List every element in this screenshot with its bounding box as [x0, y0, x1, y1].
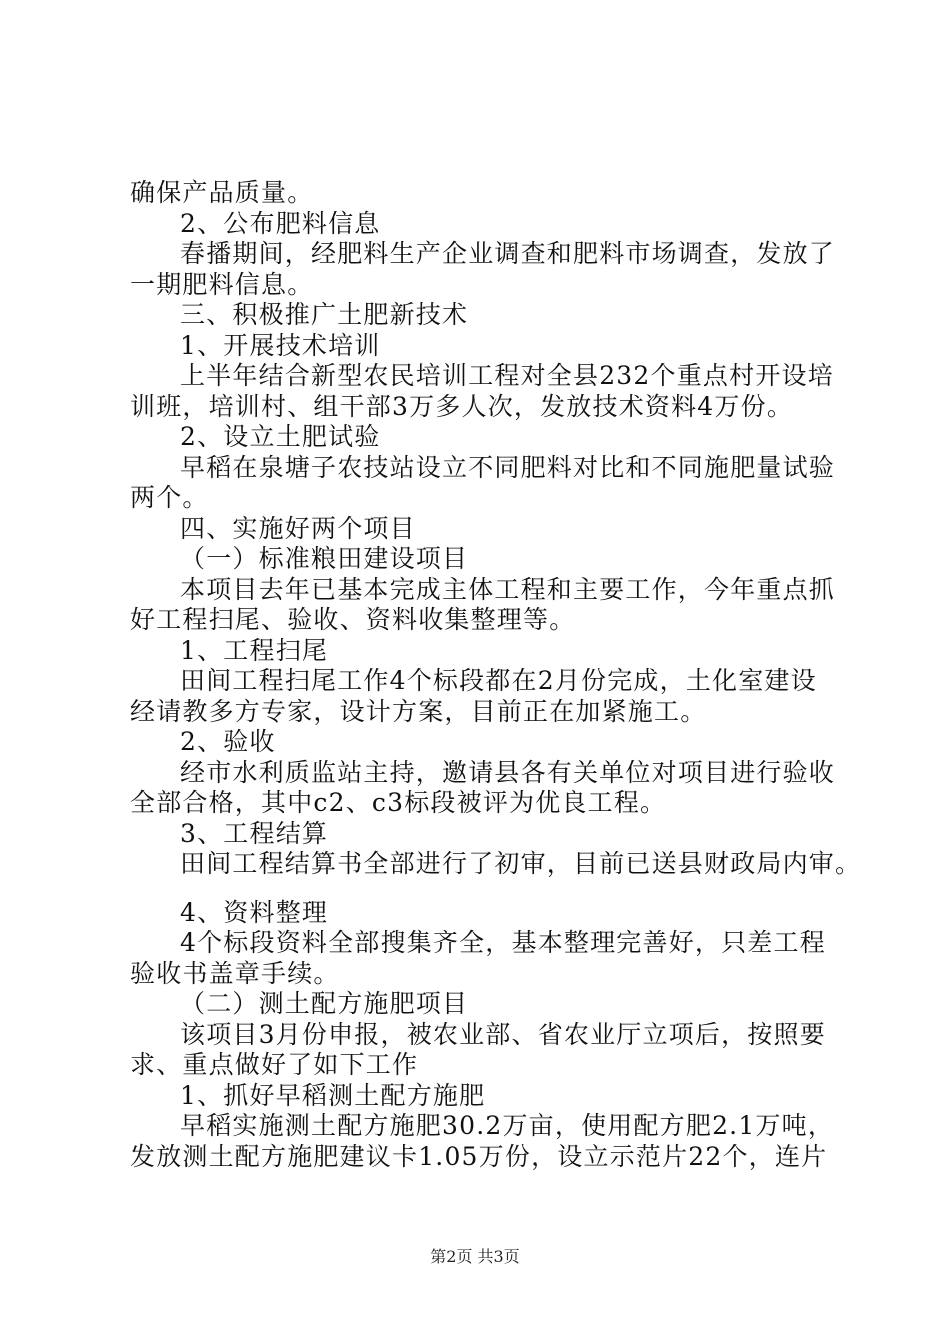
- paragraph-line: 春播期间，经肥料生产企业调查和肥料市场调查，发放了: [180, 239, 836, 268]
- paragraph-line: 验收书盖章手续。: [130, 958, 340, 988]
- paragraph-line: 经市水利质监站主持，邀请县各有关单位对项目进行验收: [180, 757, 836, 787]
- subsection-heading: （一）标准粮田建设项目: [180, 544, 469, 573]
- paragraph-line: 好工程扫尾、验收、资料收集整理等。: [130, 605, 576, 634]
- paragraph-line: 田间工程结算书全部进行了初审，目前已送县财政局内审。: [180, 849, 862, 878]
- section-heading: 四、实施好两个项目: [180, 513, 416, 543]
- paragraph-gap: [130, 880, 842, 898]
- subheading-line: 1、抓好早稻测土配方施肥: [180, 1080, 486, 1110]
- subheading-line: 2、验收: [180, 727, 276, 756]
- paragraph-line: 经请教多方专家，设计方案，目前正在加紧施工。: [130, 696, 707, 726]
- paragraph-line: 确保产品质量。: [130, 178, 314, 207]
- subheading-line: 2、设立土肥试验: [180, 422, 381, 451]
- paragraph-line: 本项目去年已基本完成主体工程和主要工作，今年重点抓: [180, 574, 836, 604]
- subheading-line: 2、公布肥料信息: [180, 208, 381, 238]
- paragraph-line: 早稻实施测土配方施肥30.2万亩，使用配方肥2.1万吨，: [180, 1111, 835, 1140]
- paragraph-line: 全部合格，其中c2、c3标段被评为优良工程。: [130, 788, 667, 817]
- paragraph-line: 该项目3月份申报，被农业部、省农业厅立项后，按照要: [180, 1019, 826, 1049]
- subheading-line: 3、工程结算: [180, 818, 329, 848]
- subheading-line: 4、资料整理: [180, 897, 329, 927]
- paragraph-line: 求、重点做好了如下工作: [130, 1050, 419, 1079]
- paragraph-line: 发放测土配方施肥建议卡1.05万份，设立示范片22个，连片: [130, 1141, 828, 1171]
- section-heading: 三、积极推广土肥新技术: [180, 300, 469, 329]
- paragraph-line: 上半年结合新型农民培训工程对全县232个重点村开设培: [180, 361, 834, 390]
- paragraph-line: 两个。: [130, 483, 209, 512]
- paragraph-line: 一期肥料信息。: [130, 269, 314, 299]
- paragraph-line: 早稻在泉塘子农技站设立不同肥料对比和不同施肥量试验: [180, 452, 836, 482]
- paragraph-line: 训班，培训村、组干部3万多人次，发放技术资料4万份。: [130, 391, 794, 421]
- paragraph-line: 田间工程扫尾工作4个标段都在2月份完成，土化室建设: [180, 666, 817, 695]
- subheading-line: 1、工程扫尾: [180, 635, 329, 665]
- subsection-heading: （二）测土配方施肥项目: [180, 989, 469, 1018]
- page-number-footer: 第2页 共3页: [430, 1247, 520, 1266]
- document-body: [130, 178, 862, 1172]
- subheading-line: 1、开展技术培训: [180, 330, 381, 360]
- paragraph-line: 4个标段资料全部搜集齐全，基本整理完善好，只差工程: [180, 928, 826, 957]
